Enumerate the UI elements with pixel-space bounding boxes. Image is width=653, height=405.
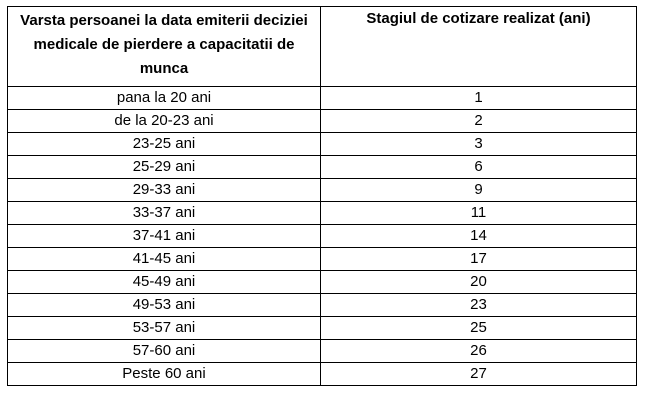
table-row xyxy=(8,202,637,225)
table-row xyxy=(8,363,637,386)
years-cell: 23 xyxy=(321,294,637,317)
age-cell: 33-37 ani xyxy=(8,202,321,225)
years-cell: 17 xyxy=(321,248,637,271)
age-cell: 45-49 ani xyxy=(8,271,321,294)
table-row xyxy=(8,317,637,340)
age-cell: 29-33 ani xyxy=(8,179,321,202)
age-cell: 37-41 ani xyxy=(8,225,321,248)
years-cell: 9 xyxy=(321,179,637,202)
years-cell: 2 xyxy=(321,110,637,133)
years-cell: 27 xyxy=(321,363,637,386)
table-row xyxy=(8,156,637,179)
age-cell: 57-60 ani xyxy=(8,340,321,363)
table-row xyxy=(8,133,637,156)
table-row xyxy=(8,294,637,317)
age-cell: pana la 20 ani xyxy=(8,87,321,110)
contribution-table xyxy=(7,6,637,386)
years-cell: 3 xyxy=(321,133,637,156)
header-contribution-years: Stagiul de cotizare realizat (ani) xyxy=(321,7,637,87)
table-header-row xyxy=(8,7,637,87)
age-cell: 25-29 ani xyxy=(8,156,321,179)
table-row xyxy=(8,248,637,271)
years-cell: 25 xyxy=(321,317,637,340)
years-cell: 14 xyxy=(321,225,637,248)
table-row xyxy=(8,179,637,202)
table-row xyxy=(8,340,637,363)
years-cell: 26 xyxy=(321,340,637,363)
table-row xyxy=(8,225,637,248)
table-row xyxy=(8,87,637,110)
header-age: Varsta persoanei la data emiterii deciziei medicale de pierdere a capacitatii de munca xyxy=(8,7,321,87)
table-row xyxy=(8,110,637,133)
years-cell: 11 xyxy=(321,202,637,225)
age-cell: 23-25 ani xyxy=(8,133,321,156)
age-cell: Peste 60 ani xyxy=(8,363,321,386)
age-cell: 53-57 ani xyxy=(8,317,321,340)
years-cell: 20 xyxy=(321,271,637,294)
table-row xyxy=(8,271,637,294)
age-cell: de la 20-23 ani xyxy=(8,110,321,133)
age-cell: 49-53 ani xyxy=(8,294,321,317)
years-cell: 1 xyxy=(321,87,637,110)
contribution-table-container xyxy=(7,6,637,386)
years-cell: 6 xyxy=(321,156,637,179)
age-cell: 41-45 ani xyxy=(8,248,321,271)
